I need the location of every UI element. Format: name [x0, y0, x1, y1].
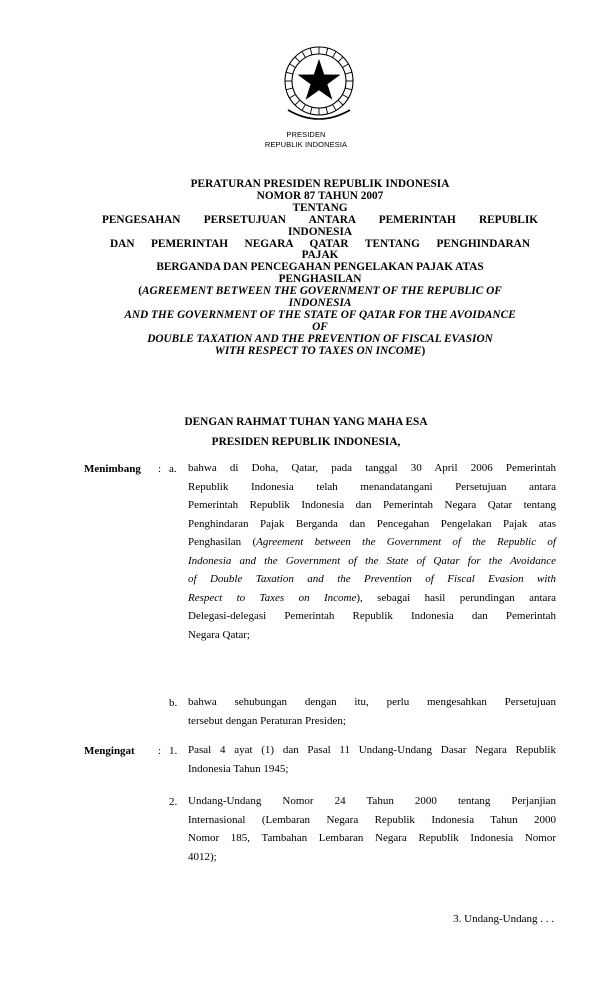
garuda-emblem-icon: [276, 40, 362, 126]
title-line-7: PAJAK: [301, 249, 339, 262]
title-line-2: NOMOR 87 TAHUN 2007: [256, 189, 384, 202]
mengingat-colon: :: [158, 745, 162, 757]
title-line-6: DAN PEMERINTAH NEGARA QATAR TENTANG PENGHINDARAN: [110, 237, 530, 250]
header-republik-indonesia: REPUBLIK INDONESIA: [264, 140, 348, 149]
mengingat-2-marker: 2.: [169, 796, 178, 808]
mengingat-2-text: Undang-Undang Nomor 24 Tahun 2000 tentang Perjanjian Internasional (Lembaran Negara Republik Indonesia Tahun 2000 Nomor 185, Tambahan Lembaran Negara Republik Indonesia Nomor 4012);: [188, 795, 556, 863]
title-line-9: PENGHASILAN: [278, 273, 362, 286]
title-line-8: BERGANDA DAN PENCEGAHAN PENGELAKAN PAJAK ATAS: [156, 261, 484, 274]
document-title: [70, 179, 570, 358]
title-line-4: PENGESAHAN PERSETUJUAN ANTARA PEMERINTAH REPUBLIK: [102, 213, 538, 226]
mengingat-1-marker: 1.: [169, 745, 178, 757]
menimbang-colon: :: [158, 463, 162, 475]
title-line-1: PERATURAN PRESIDEN REPUBLIK INDONESIA: [190, 178, 450, 190]
menimbang-a-text: bahwa di Doha, Qatar, pada tanggal 30 April 2006 Pemerintah Republik Indonesia telah menandatangani Persetujuan antara Pemerintah Republik Indonesia dan Pemerintah Negara Qatar tentang Penghindaran Pajak Berganda dan Pencegahan Pengelakan Pajak atas Penghasilan (Agreement between the Government of the Republic of Indonesia and the Government of the State of Qatar for the Avoidance of Double Taxation and the Prevention of Fiscal Evasion with Respect to Taxes on Income), sebagai hasil perundingan antara Delegasi-delegasi Pemerintah Republik Indonesia dan Pemerintah Negara Qatar;: [188, 462, 556, 641]
title-line-3: TENTANG: [292, 201, 348, 214]
title-line-11: INDONESIA: [288, 297, 352, 310]
continuation-note: 3. Undang-Undang . . .: [453, 913, 554, 925]
header-presiden: PRESIDEN: [286, 130, 326, 139]
invocation-line-2: PRESIDEN REPUBLIK INDONESIA,: [211, 436, 401, 448]
menimbang-label: Menimbang: [84, 463, 141, 475]
title-line-14: DOUBLE TAXATION AND THE PREVENTION OF FISCAL EVASION: [147, 332, 493, 345]
mengingat-label: Mengingat: [84, 745, 135, 757]
invocation-line-1: DENGAN RAHMAT TUHAN YANG MAHA ESA: [184, 416, 428, 428]
title-line-12: AND THE GOVERNMENT OF THE STATE OF QATAR FOR THE AVOIDANCE: [124, 308, 516, 321]
menimbang-a-marker: a.: [169, 463, 177, 475]
menimbang-b-text: bahwa sehubungan dengan itu, perlu mengesahkan Persetujuan tersebut dengan Peraturan Presiden;: [188, 696, 556, 727]
menimbang-b-marker: b.: [169, 697, 178, 709]
mengingat-1-text: Pasal 4 ayat (1) dan Pasal 11 Undang-Undang Dasar Negara Republik Indonesia Tahun 1945;: [188, 744, 556, 775]
title-line-15: WITH RESPECT TO TAXES ON INCOME): [214, 344, 426, 357]
title-line-13: OF: [312, 320, 328, 333]
title-line-10: (AGREEMENT BETWEEN THE GOVERNMENT OF THE REPUBLIC OF: [138, 285, 502, 298]
title-line-5: INDONESIA: [287, 225, 353, 238]
